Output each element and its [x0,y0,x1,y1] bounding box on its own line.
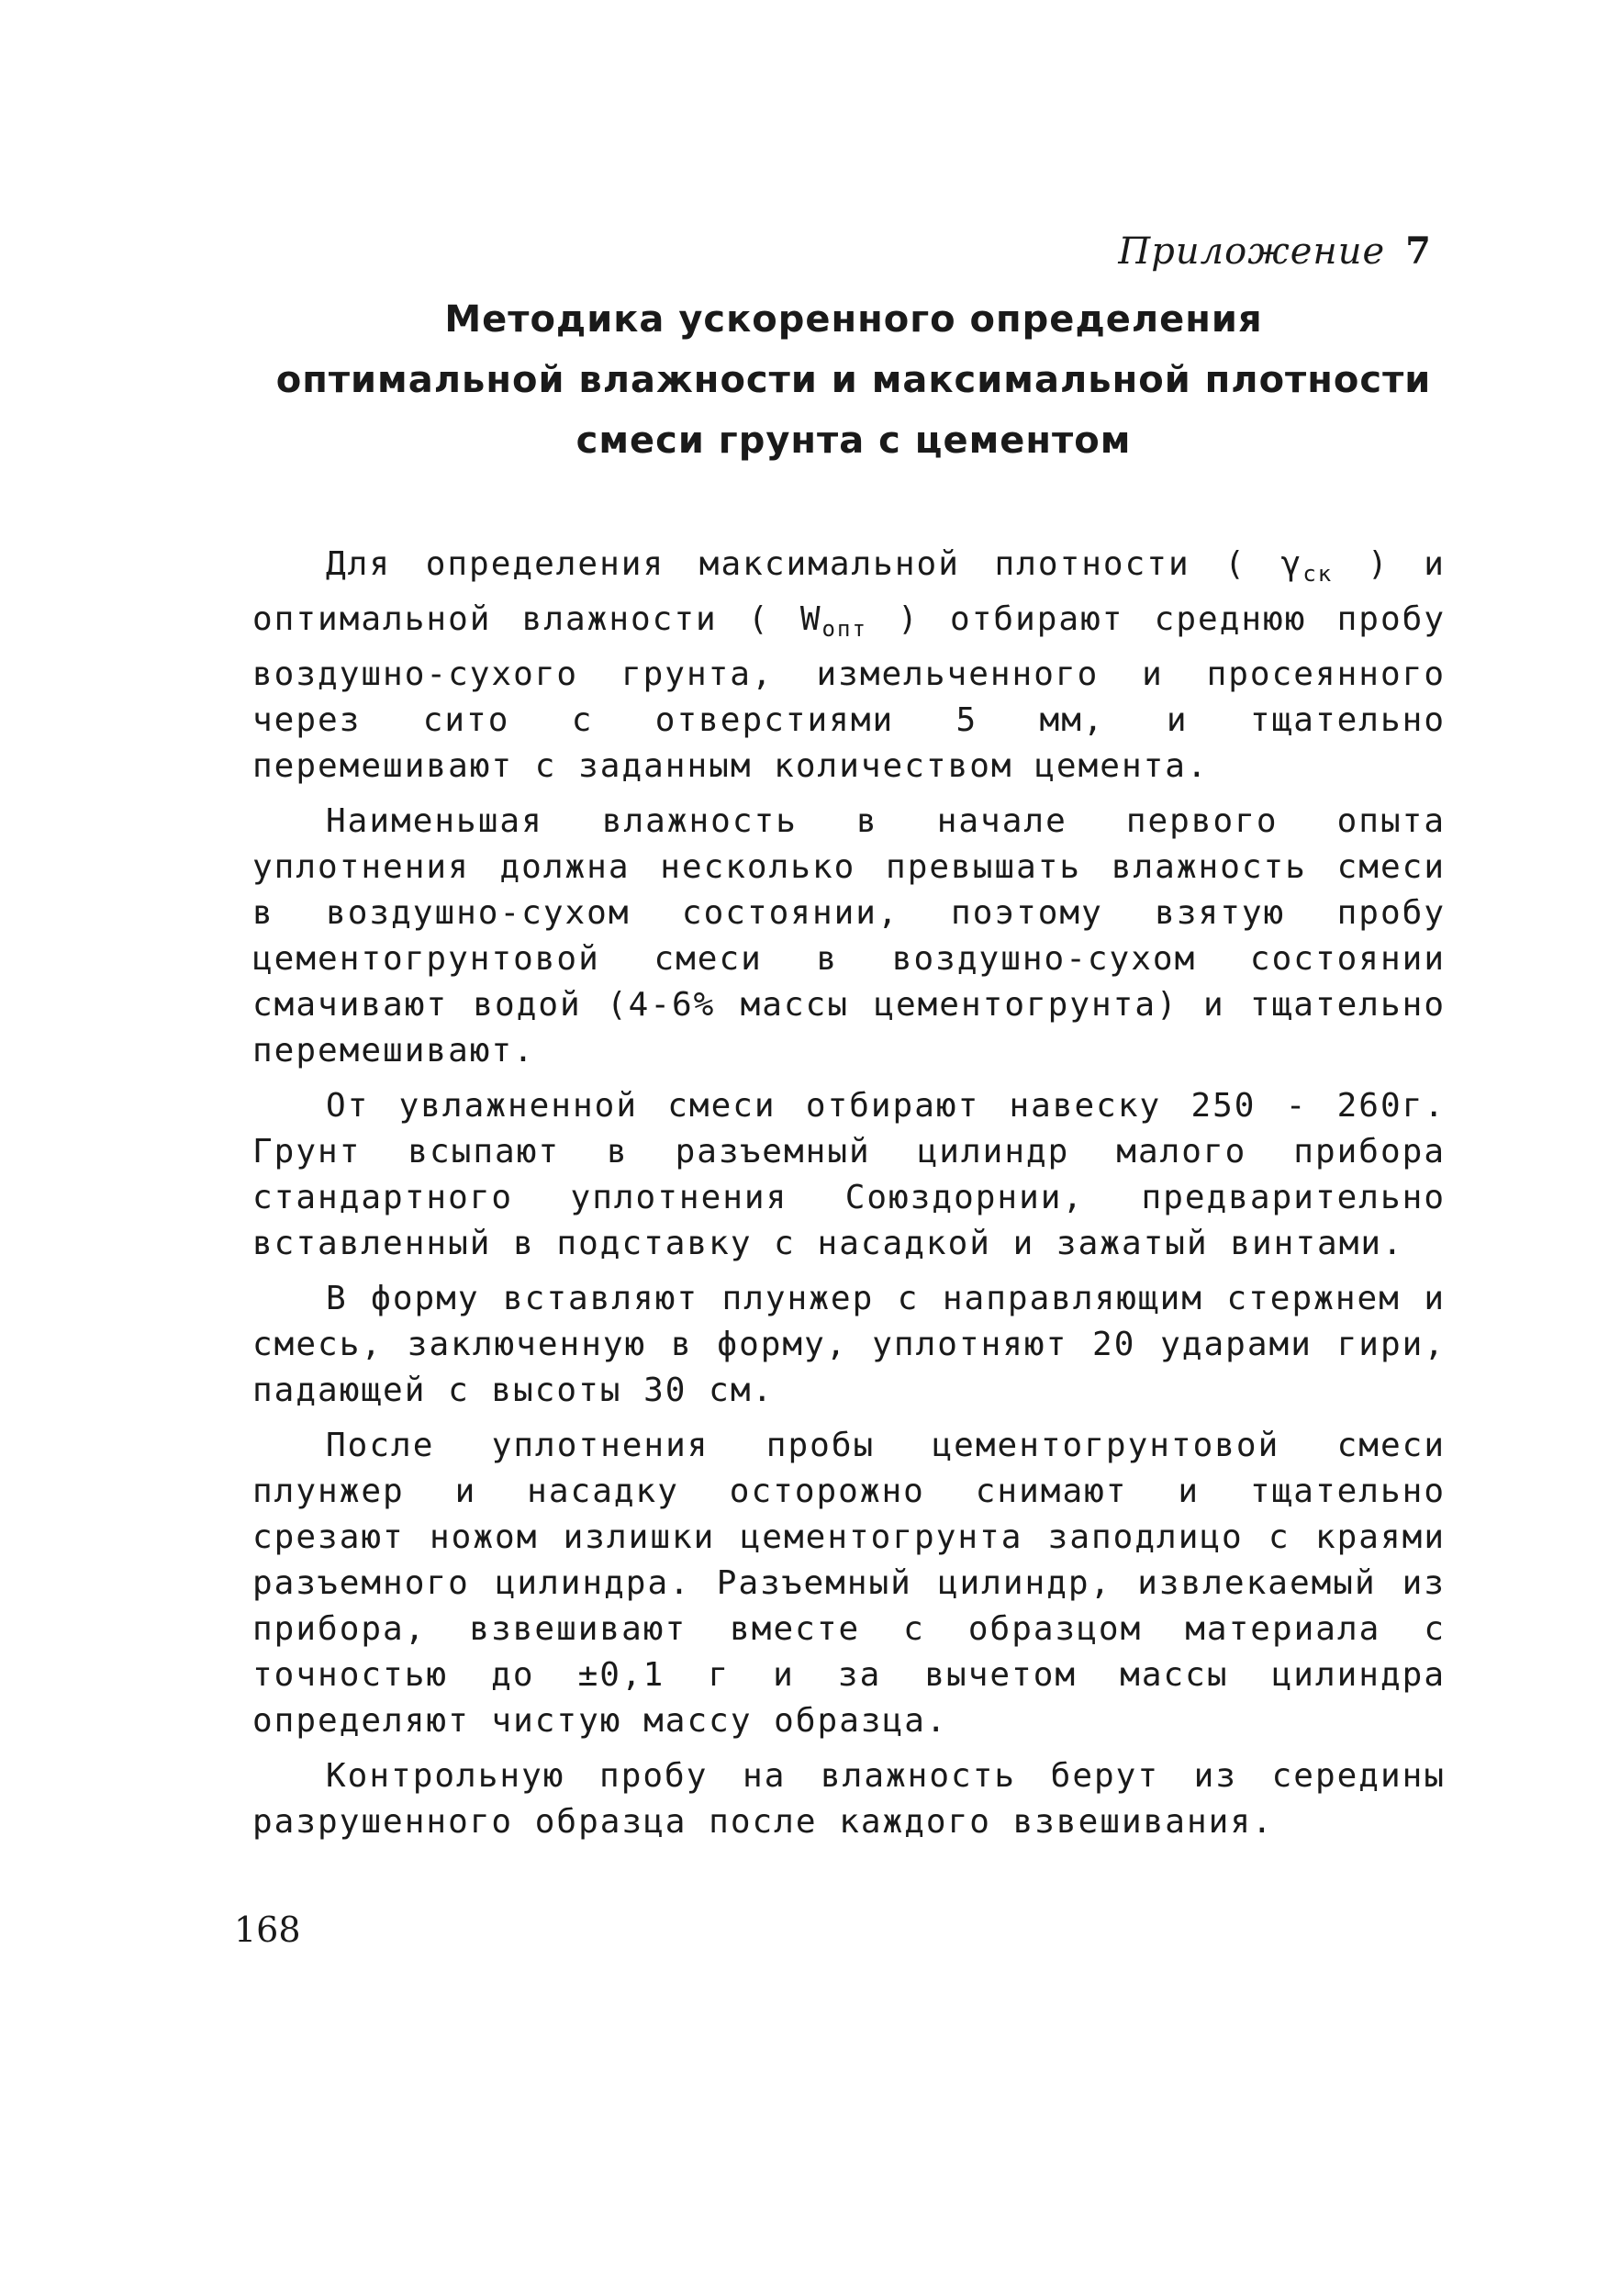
document-body [252,542,1446,1854]
document-title [275,289,1432,471]
paragraph-5: После уплотнения пробы цементогрунтовой смеси плунжер и насадку осторожно снимают и тщательно срезают ножом излишки цементогрунта заподлицо с краями разъемного цилиндра. Разъемный цилиндр, извлекаемый из прибора, взвешивают вместе с образцом материала с точностью до ±0,1 г и за вычетом массы цилиндра определяют чистую массу образца. [252,1427,1446,1740]
w-subscript: опт [821,616,867,642]
appendix-label [1101,230,1432,273]
w-symbol: W [799,600,822,638]
title-line-1: Методика ускоренного определения [444,298,1263,341]
paragraph-3: От увлажненной смеси отбирают навеску 250 - 260г. Грунт всыпают в разъемный цилиндр малого прибора стандартного уплотнения Союздорнии, предварительно вставленный в подставку с насадкой и зажатый винтами. [252,1087,1446,1262]
gamma-subscript: ск [1302,561,1334,587]
title-line-2: оптимальной влажности и максимальной плотности [275,359,1432,401]
paragraph-1 [252,542,1446,790]
paragraph-1-part-b: ) и оптимальной влажности ( [252,545,1446,638]
paragraph-4: В форму вставляют плунжер с направляющим стержнем и смесь, заключенную в форму, уплотняют 20 ударами гири, падающей с высоты 30 см. [252,1280,1446,1409]
page-number: 168 [234,1910,301,1950]
paragraph-1-part-c: ) отбирают среднюю пробу воздушно-сухого грунта, измельченного и просеянного через сито с отверстиями 5 мм, и тщательно перемешивают с заданным количеством цемента. [252,600,1446,785]
appendix-number: 7 [1405,230,1432,273]
appendix-label-text: Приложение [1118,230,1386,273]
paragraph-6: Контрольную пробу на влажность берут из середины разрушенного образца после каждого взвешивания. [252,1757,1446,1841]
gamma-symbol: γ [1280,545,1303,583]
paragraph-1-part-a: Для определения максимальной плотности ( [326,545,1246,583]
paragraph-2: Наименьшая влажность в начале первого опыта уплотнения должна несколько превышать влажность смеси в воздушно-сухом состоянии, поэтому взятую пробу цементогрунтовой смеси в воздушно-сухом состоянии смачивают водой (4-6% массы цементогрунта) и тщательно перемешивают. [252,802,1446,1070]
title-line-3: смеси грунта с цементом [575,420,1132,462]
